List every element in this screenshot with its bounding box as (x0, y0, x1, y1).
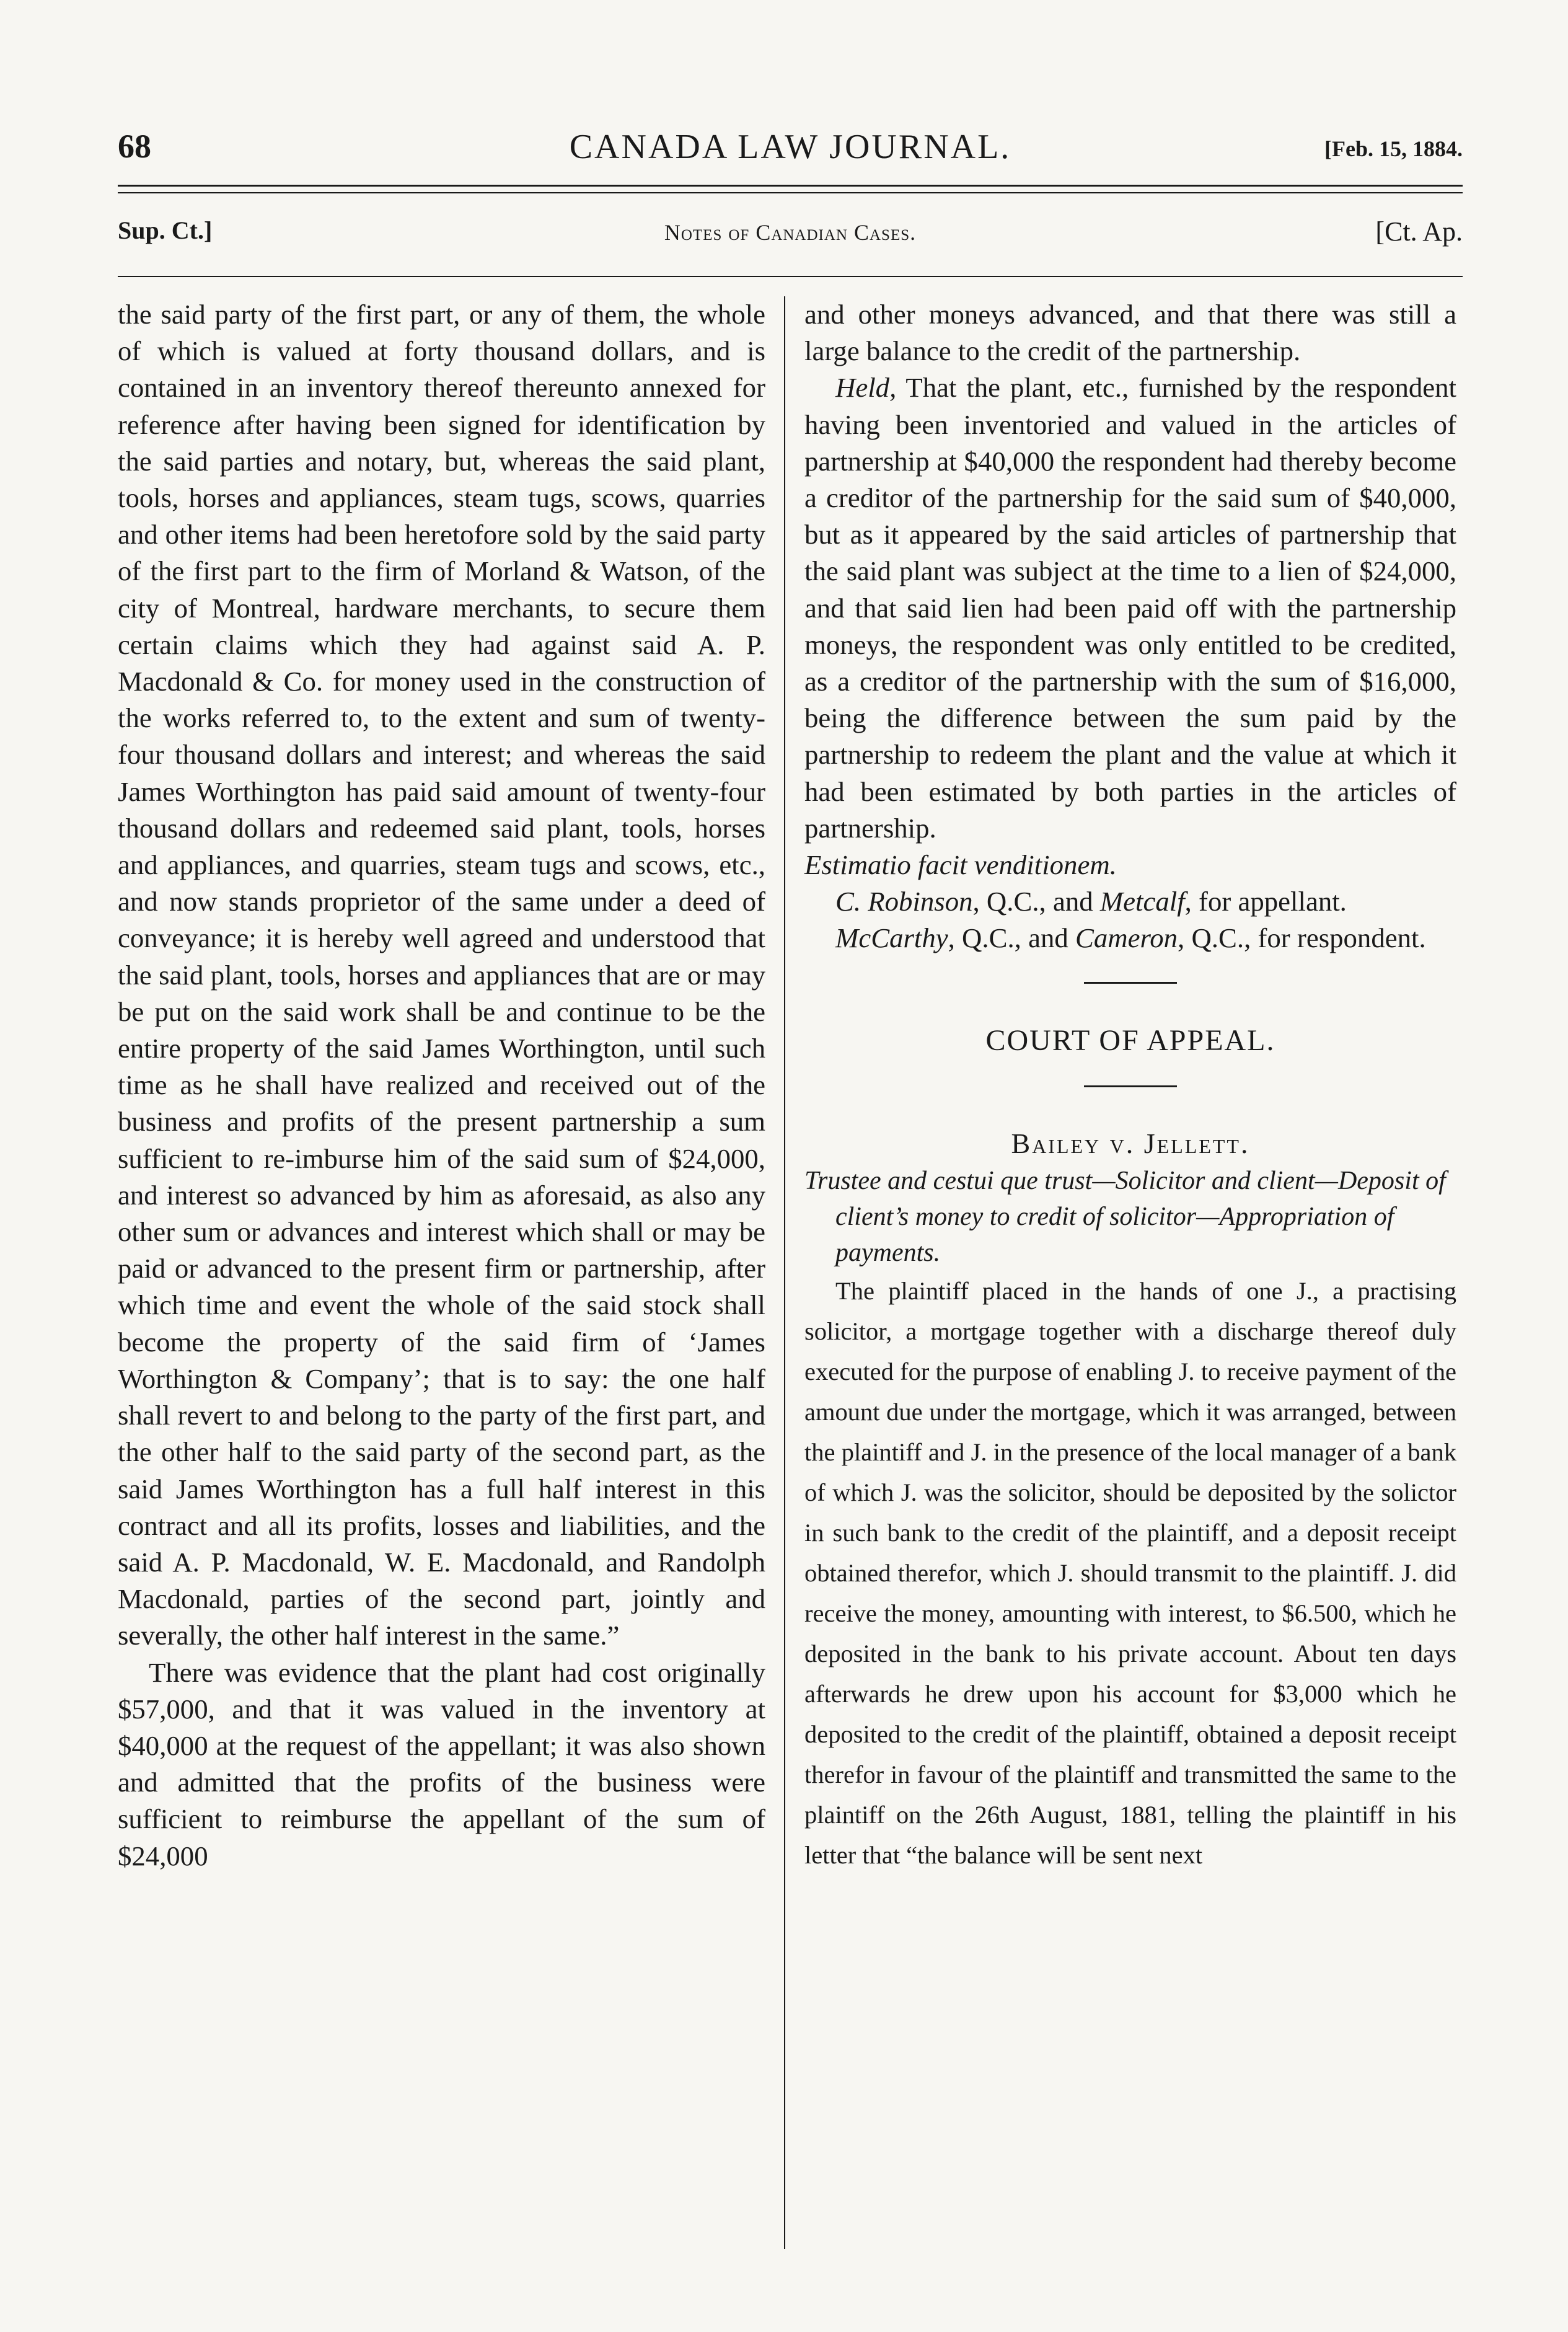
counsel-appellant: C. Robinson, Q.C., and Metcalf, for appellant. (835, 886, 1347, 917)
right-column (804, 296, 1456, 1875)
left-paragraph-2: There was evidence that the plant had cost originally $57,000, and that it was valued in the inventory at $40,000 at the request of the appellant; it was also shown and admitted that the profits of the business were sufficient to reimburse the appellant of the sum of $24,000 (118, 1656, 765, 1871)
court-label-left: Sup. Ct.] (118, 216, 213, 244)
section-title: Notes of Canadian Cases. (664, 220, 917, 245)
left-paragraph-1: the said party of the first part, or any of them, the whole of which is valued at forty thousand dollars, and is contained in an inventory thereof thereunto annexed for reference after having been signed for identification by the said parties and notary, but, whereas the said plant, tools, horses and appliances, steam tugs, scows, quarries and other items had been heretofore sold by the said party of the first part to the firm of Morland & Watson, of the city of Montreal, hardware merchants, to secure them certain claims which they had against said A. P. Macdonald & Co. for money used in the construction of the works referred to, to the extent and sum of twenty-four thousand dollars and interest; and whereas the said James Worthington has paid said amount of twenty-four thousand dollars and redeemed said plant, tools, horses and appliances, and quarries, steam tugs and scows, etc., and now stands proprietor of the same under a deed of conveyance; it is hereby well agreed and understood that the said plant, tools, horses and appliances that are or may be put on the said work shall be and continue to be the entire property of the said James Worthington, until such time as he shall have realized and received out of the business and profits of the present partnership a sum sufficient to re-imburse him of the said sum of $24,000, and interest so advanced by him as aforesaid, as also any other sum or advances and interest which shall or may be paid or advanced to the present firm or partnership, after which time and event the whole of the said stock shall become the property of the said firm of ‘James Worthington & Company’; that is to say: the one half shall revert to and belong to the party of the first part, and the other half to the said party of the second part, as the said James Worthington has a full half interest in this contract and all its profits, losses and liabilities, and the said A. P. Macdonald, W. E. Macdonald, and Randolph Macdonald, parties of the second part, jointly and severally, the other half interest in the same.” (118, 299, 765, 1651)
court-heading: COURT OF APPEAL. (985, 1023, 1275, 1057)
subheader-rule (118, 276, 1463, 277)
heading-divider (1084, 1085, 1177, 1087)
section-header (118, 216, 1463, 253)
headnote: Trustee and cestui que trust—Solicitor and client—Deposit of client’s money to credit of solicitor—Appropriation of payments. (804, 1166, 1446, 1267)
issue-date: [Feb. 15, 1884. (1324, 136, 1463, 161)
case-text: The plaintiff placed in the hands of one J., a practising solicitor, a mortgage together with a discharge thereof duly executed for the purpose of enabling J. to receive payment of the amount due under the mortgage, which it was arranged, between the plaintiff and J. in the presence of the local manager of a bank of which J. was the solicitor, should be deposited by the solictor in such bank to the credit of the plaintiff, and a deposit receipt obtained therefor, which J. should transmit to the plaintiff. J. did receive the money, amounting with interest, to $6.500, which he deposited in the bank to his private account. About ten days afterwards he drew upon his account for $3,000 which he deposited to the credit of the plaintiff, obtained a deposit receipt therefor in favour of the plaintiff and transmitted the same to the plaintiff on the 26th August, 1881, telling the plaintiff in his letter that “the balance will be sent next (804, 1276, 1456, 1869)
counsel-respondent: McCarthy, Q.C., and Cameron, Q.C., for respondent. (835, 922, 1426, 954)
section-divider (1084, 982, 1177, 984)
journal-title: CANADA LAW JOURNAL. (569, 128, 1011, 166)
case-name: Bailey v. Jellett. (1011, 1127, 1250, 1159)
header-rule-top (118, 185, 1463, 187)
left-column (118, 296, 765, 1875)
header-rule-bottom (118, 192, 1463, 193)
court-label-right: [Ct. Ap. (1375, 216, 1463, 247)
column-divider (784, 296, 785, 2249)
held-word: Held, (835, 372, 897, 404)
held-text: That the plant, etc., furnished by the respondent having been inventoried and valued in the articles of partnership at $40,000 the respondent had thereby become a creditor of the partnership for the said sum of $40,000, but as it appeared by the said articles of partnership that the said plant was subject at the time to a lien of $24,000, and that said lien had been paid off with the partnership moneys, the respondent was only entitled to be credited, as a creditor of the partnership with the sum of $16,000, being the difference between the sum paid by the partnership to redeem the plant and the value at which it had been estimated by both parties in the articles of partnership. (804, 372, 1456, 844)
maxim: Estimatio facit venditionem. (804, 849, 1117, 881)
page-number: 68 (118, 128, 151, 165)
running-header (118, 127, 1463, 170)
held-paragraph (804, 369, 1456, 847)
right-paragraph-1: and other moneys advanced, and that there was still a large balance to the credit of the partnership. (804, 299, 1456, 367)
